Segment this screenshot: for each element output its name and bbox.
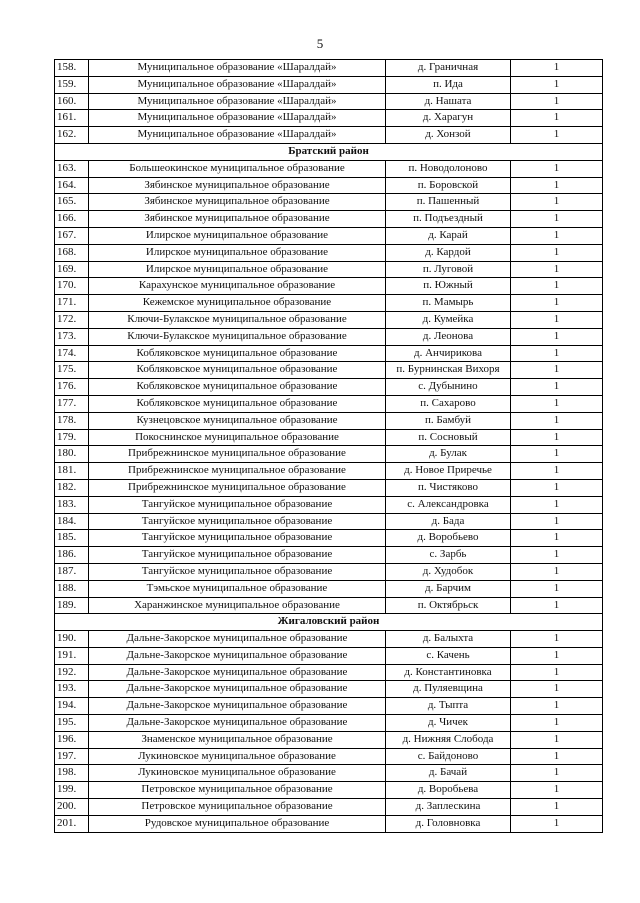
- municipality-name: Зябинское муниципальное образование: [89, 211, 386, 228]
- locality-name: д. Леонова: [386, 328, 511, 345]
- municipality-name: Рудовское муниципальное образование: [89, 815, 386, 832]
- locality-name: д. Худобок: [386, 563, 511, 580]
- municipality-name: Дальне-Закорское муниципальное образование: [89, 681, 386, 698]
- row-number: 170.: [55, 278, 89, 295]
- municipality-name: Кежемское муниципальное образование: [89, 295, 386, 312]
- table-row: [55, 513, 603, 530]
- locality-name: д. Харагун: [386, 110, 511, 127]
- municipality-name: Кузнецовское муниципальное образование: [89, 412, 386, 429]
- municipality-name: Зябинское муниципальное образование: [89, 177, 386, 194]
- table-row: [55, 362, 603, 379]
- table-row: [55, 530, 603, 547]
- page-number: 5: [316, 36, 324, 51]
- locality-name: п. Мамырь: [386, 295, 511, 312]
- district-name: Братский район: [55, 143, 603, 160]
- locality-name: с. Качень: [386, 647, 511, 664]
- locality-name: с. Зарбь: [386, 547, 511, 564]
- table-row: [55, 698, 603, 715]
- municipality-name: Дальне-Закорское муниципальное образование: [89, 664, 386, 681]
- count-value: 1: [511, 463, 603, 480]
- row-number: 161.: [55, 110, 89, 127]
- table-row: [55, 765, 603, 782]
- municipality-name: Дальне-Закорское муниципальное образование: [89, 698, 386, 715]
- locality-name: д. Воробьево: [386, 530, 511, 547]
- municipality-name: Муниципальное образование «Шаралдай»: [89, 110, 386, 127]
- locality-name: п. Новодолоново: [386, 160, 511, 177]
- locality-name: с. Александровка: [386, 496, 511, 513]
- count-value: 1: [511, 664, 603, 681]
- municipality-name: Кобляковское муниципальное образование: [89, 395, 386, 412]
- locality-name: д. Заплескина: [386, 799, 511, 816]
- locality-name: д. Пуляевщина: [386, 681, 511, 698]
- table-row: [55, 563, 603, 580]
- row-number: 164.: [55, 177, 89, 194]
- municipality-name: Тангуйское муниципальное образование: [89, 563, 386, 580]
- table-row: [55, 379, 603, 396]
- municipality-name: Тэмьское муниципальное образование: [89, 580, 386, 597]
- table-row: [55, 782, 603, 799]
- row-number: 163.: [55, 160, 89, 177]
- count-value: 1: [511, 412, 603, 429]
- locality-name: п. Бамбуй: [386, 412, 511, 429]
- locality-name: д. Бада: [386, 513, 511, 530]
- count-value: 1: [511, 765, 603, 782]
- table-row: [55, 60, 603, 77]
- row-number: 180.: [55, 446, 89, 463]
- locality-name: д. Новое Приречье: [386, 463, 511, 480]
- row-number: 195.: [55, 715, 89, 732]
- locality-name: д. Анчирикова: [386, 345, 511, 362]
- row-number: 186.: [55, 547, 89, 564]
- count-value: 1: [511, 110, 603, 127]
- municipality-name: Илирское муниципальное образование: [89, 261, 386, 278]
- row-number: 167.: [55, 227, 89, 244]
- municipality-name: Зябинское муниципальное образование: [89, 194, 386, 211]
- municipality-name: Ключи-Булакское муниципальное образование: [89, 311, 386, 328]
- municipality-name: Муниципальное образование «Шаралдай»: [89, 76, 386, 93]
- locality-name: д. Головновка: [386, 815, 511, 832]
- locality-name: д. Константиновка: [386, 664, 511, 681]
- table-row: [55, 547, 603, 564]
- municipality-name: Харанжинское муниципальное образование: [89, 597, 386, 614]
- table-row: [55, 261, 603, 278]
- municipality-name: Петровское муниципальное образование: [89, 782, 386, 799]
- count-value: 1: [511, 93, 603, 110]
- table-row: [55, 93, 603, 110]
- table-row: [55, 715, 603, 732]
- municipality-name: Знаменское муниципальное образование: [89, 731, 386, 748]
- municipality-name: Прибрежнинское муниципальное образование: [89, 446, 386, 463]
- count-value: 1: [511, 429, 603, 446]
- municipality-name: Петровское муниципальное образование: [89, 799, 386, 816]
- count-value: 1: [511, 647, 603, 664]
- row-number: 175.: [55, 362, 89, 379]
- municipality-name: Тангуйское муниципальное образование: [89, 547, 386, 564]
- row-number: 177.: [55, 395, 89, 412]
- count-value: 1: [511, 311, 603, 328]
- row-number: 176.: [55, 379, 89, 396]
- locality-name: п. Луговой: [386, 261, 511, 278]
- municipality-name: Покоснинское муниципальное образование: [89, 429, 386, 446]
- count-value: 1: [511, 362, 603, 379]
- table-row: [55, 160, 603, 177]
- row-number: 182.: [55, 479, 89, 496]
- municipality-name: Прибрежнинское муниципальное образование: [89, 463, 386, 480]
- count-value: 1: [511, 446, 603, 463]
- count-value: 1: [511, 261, 603, 278]
- count-value: 1: [511, 597, 603, 614]
- count-value: 1: [511, 698, 603, 715]
- table-row: [55, 479, 603, 496]
- municipality-name: Кобляковское муниципальное образование: [89, 362, 386, 379]
- table-row: [55, 647, 603, 664]
- municipality-name: Тангуйское муниципальное образование: [89, 513, 386, 530]
- table-row: [55, 597, 603, 614]
- count-value: 1: [511, 547, 603, 564]
- count-value: 1: [511, 715, 603, 732]
- table-row: [55, 681, 603, 698]
- table-row: [55, 211, 603, 228]
- municipality-name: Илирское муниципальное образование: [89, 227, 386, 244]
- count-value: 1: [511, 211, 603, 228]
- municipality-name: Дальне-Закорское муниципальное образование: [89, 631, 386, 648]
- count-value: 1: [511, 177, 603, 194]
- locality-name: д. Нижняя Слобода: [386, 731, 511, 748]
- table-row: [55, 328, 603, 345]
- row-number: 196.: [55, 731, 89, 748]
- table-row: [55, 278, 603, 295]
- row-number: 172.: [55, 311, 89, 328]
- row-number: 165.: [55, 194, 89, 211]
- count-value: 1: [511, 563, 603, 580]
- table-row: [55, 76, 603, 93]
- municipality-name: Дальне-Закорское муниципальное образование: [89, 715, 386, 732]
- table-row: [55, 244, 603, 261]
- municipality-name: Кобляковское муниципальное образование: [89, 345, 386, 362]
- locality-name: д. Барчим: [386, 580, 511, 597]
- settlements-table: [54, 59, 603, 833]
- table-row: [55, 194, 603, 211]
- row-number: 185.: [55, 530, 89, 547]
- row-number: 166.: [55, 211, 89, 228]
- count-value: 1: [511, 496, 603, 513]
- count-value: 1: [511, 227, 603, 244]
- row-number: 191.: [55, 647, 89, 664]
- municipality-name: Большеокинское муниципальное образование: [89, 160, 386, 177]
- district-name: Жигаловский район: [55, 614, 603, 631]
- row-number: 174.: [55, 345, 89, 362]
- count-value: 1: [511, 513, 603, 530]
- table-row: [55, 311, 603, 328]
- locality-name: д. Бачай: [386, 765, 511, 782]
- count-value: 1: [511, 815, 603, 832]
- locality-name: с. Байдоново: [386, 748, 511, 765]
- municipality-name: Муниципальное образование «Шаралдай»: [89, 93, 386, 110]
- locality-name: д. Карай: [386, 227, 511, 244]
- row-number: 194.: [55, 698, 89, 715]
- municipality-name: Дальне-Закорское муниципальное образование: [89, 647, 386, 664]
- row-number: 160.: [55, 93, 89, 110]
- table-row: [55, 127, 603, 144]
- table-row: [55, 110, 603, 127]
- locality-name: д. Чичек: [386, 715, 511, 732]
- row-number: 198.: [55, 765, 89, 782]
- table-row: [55, 799, 603, 816]
- count-value: 1: [511, 345, 603, 362]
- table-row: [55, 429, 603, 446]
- row-number: 158.: [55, 60, 89, 77]
- row-number: 169.: [55, 261, 89, 278]
- count-value: 1: [511, 530, 603, 547]
- row-number: 199.: [55, 782, 89, 799]
- count-value: 1: [511, 580, 603, 597]
- municipality-name: Муниципальное образование «Шаралдай»: [89, 127, 386, 144]
- count-value: 1: [511, 278, 603, 295]
- count-value: 1: [511, 748, 603, 765]
- count-value: 1: [511, 782, 603, 799]
- count-value: 1: [511, 479, 603, 496]
- locality-name: п. Южный: [386, 278, 511, 295]
- table-row: [55, 815, 603, 832]
- table-row: [55, 731, 603, 748]
- row-number: 183.: [55, 496, 89, 513]
- locality-name: д. Граничная: [386, 60, 511, 77]
- table-row: [55, 496, 603, 513]
- locality-name: д. Тыпта: [386, 698, 511, 715]
- count-value: 1: [511, 295, 603, 312]
- table-row: [55, 580, 603, 597]
- count-value: 1: [511, 328, 603, 345]
- locality-name: п. Пашенный: [386, 194, 511, 211]
- table-row: [55, 295, 603, 312]
- count-value: 1: [511, 731, 603, 748]
- municipality-name: Тангуйское муниципальное образование: [89, 530, 386, 547]
- table-row: [55, 227, 603, 244]
- row-number: 162.: [55, 127, 89, 144]
- row-number: 193.: [55, 681, 89, 698]
- row-number: 197.: [55, 748, 89, 765]
- count-value: 1: [511, 194, 603, 211]
- count-value: 1: [511, 160, 603, 177]
- count-value: 1: [511, 244, 603, 261]
- locality-name: п. Чистяково: [386, 479, 511, 496]
- count-value: 1: [511, 60, 603, 77]
- table-row: [55, 177, 603, 194]
- count-value: 1: [511, 681, 603, 698]
- locality-name: д. Балыхта: [386, 631, 511, 648]
- count-value: 1: [511, 631, 603, 648]
- municipality-name: Карахунское муниципальное образование: [89, 278, 386, 295]
- locality-name: п. Боровской: [386, 177, 511, 194]
- row-number: 181.: [55, 463, 89, 480]
- table-row: [55, 345, 603, 362]
- table-row: [55, 446, 603, 463]
- table-row: [55, 664, 603, 681]
- count-value: 1: [511, 127, 603, 144]
- table-row: [55, 463, 603, 480]
- locality-name: д. Нашата: [386, 93, 511, 110]
- row-number: 188.: [55, 580, 89, 597]
- locality-name: с. Дубынино: [386, 379, 511, 396]
- row-number: 190.: [55, 631, 89, 648]
- municipality-name: Прибрежнинское муниципальное образование: [89, 479, 386, 496]
- table-body: [55, 60, 603, 833]
- row-number: 189.: [55, 597, 89, 614]
- row-number: 173.: [55, 328, 89, 345]
- municipality-name: Лукиновское муниципальное образование: [89, 748, 386, 765]
- row-number: 187.: [55, 563, 89, 580]
- row-number: 171.: [55, 295, 89, 312]
- row-number: 179.: [55, 429, 89, 446]
- municipality-name: Ключи-Булакское муниципальное образование: [89, 328, 386, 345]
- locality-name: п. Подъездный: [386, 211, 511, 228]
- locality-name: п. Ида: [386, 76, 511, 93]
- district-header-row: [55, 143, 603, 160]
- row-number: 159.: [55, 76, 89, 93]
- locality-name: д. Булак: [386, 446, 511, 463]
- municipality-name: Кобляковское муниципальное образование: [89, 379, 386, 396]
- locality-name: п. Сосновый: [386, 429, 511, 446]
- count-value: 1: [511, 379, 603, 396]
- table-row: [55, 412, 603, 429]
- table-row: [55, 631, 603, 648]
- count-value: 1: [511, 395, 603, 412]
- table-row: [55, 395, 603, 412]
- locality-name: п. Октябрьск: [386, 597, 511, 614]
- locality-name: д. Хонзой: [386, 127, 511, 144]
- row-number: 184.: [55, 513, 89, 530]
- locality-name: д. Кумейка: [386, 311, 511, 328]
- count-value: 1: [511, 799, 603, 816]
- district-header-row: [55, 614, 603, 631]
- municipality-name: Муниципальное образование «Шаралдай»: [89, 60, 386, 77]
- locality-name: п. Сахарово: [386, 395, 511, 412]
- municipality-name: Лукиновское муниципальное образование: [89, 765, 386, 782]
- row-number: 201.: [55, 815, 89, 832]
- locality-name: д. Кардой: [386, 244, 511, 261]
- municipality-name: Илирское муниципальное образование: [89, 244, 386, 261]
- table-row: [55, 748, 603, 765]
- locality-name: п. Бурнинская Вихоря: [386, 362, 511, 379]
- locality-name: д. Воробьева: [386, 782, 511, 799]
- row-number: 178.: [55, 412, 89, 429]
- row-number: 192.: [55, 664, 89, 681]
- row-number: 200.: [55, 799, 89, 816]
- row-number: 168.: [55, 244, 89, 261]
- municipality-name: Тангуйское муниципальное образование: [89, 496, 386, 513]
- count-value: 1: [511, 76, 603, 93]
